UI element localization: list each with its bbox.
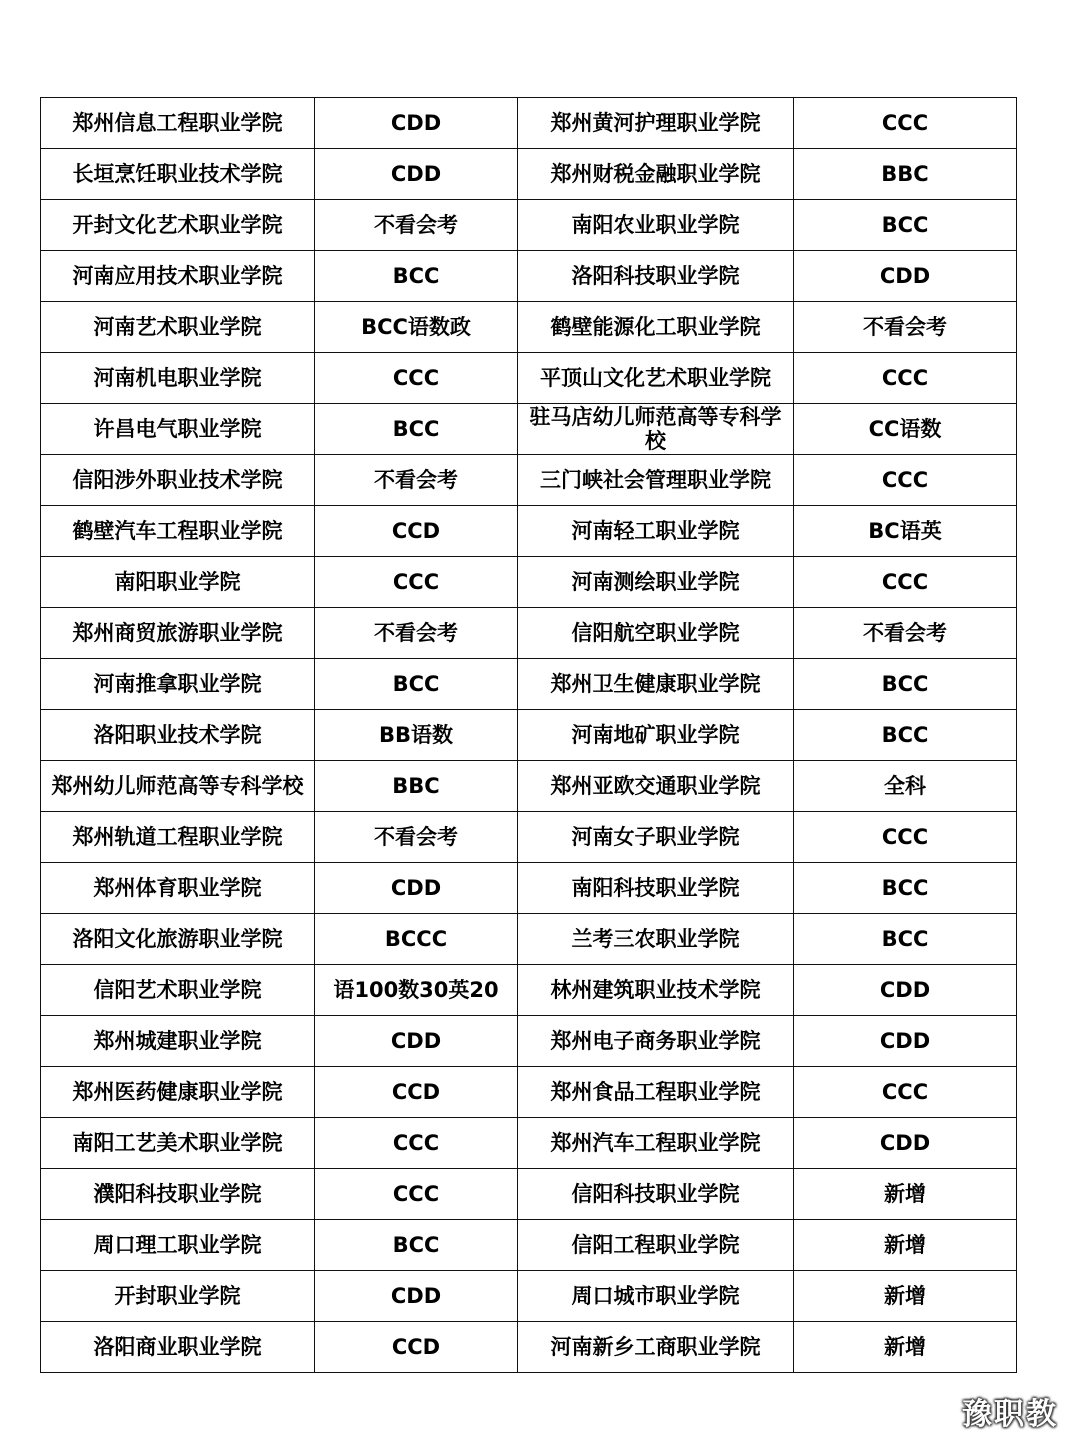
- school-name-cell: 周口理工职业学院: [41, 1220, 315, 1271]
- table-row: [41, 812, 1017, 863]
- requirement-cell: CCC: [794, 98, 1017, 149]
- requirement-cell: CDD: [794, 251, 1017, 302]
- requirement-cell: 不看会考: [315, 200, 518, 251]
- requirement-cell: BB语数: [315, 710, 518, 761]
- school-requirements-table-container: [40, 97, 1016, 1373]
- school-name-cell: 许昌电气职业学院: [41, 404, 315, 455]
- school-name-cell: 信阳工程职业学院: [518, 1220, 794, 1271]
- table-row: [41, 710, 1017, 761]
- table-row: [41, 302, 1017, 353]
- school-name-cell: 信阳艺术职业学院: [41, 965, 315, 1016]
- requirement-cell: CCC: [794, 1067, 1017, 1118]
- requirement-cell: CCC: [794, 353, 1017, 404]
- requirement-cell: CCC: [315, 557, 518, 608]
- school-name-cell: 南阳工艺美术职业学院: [41, 1118, 315, 1169]
- table-row: [41, 608, 1017, 659]
- requirement-cell: CDD: [315, 863, 518, 914]
- school-name-cell: 洛阳商业职业学院: [41, 1322, 315, 1373]
- school-name-cell: 洛阳科技职业学院: [518, 251, 794, 302]
- requirement-cell: BCCC: [315, 914, 518, 965]
- requirement-cell: 不看会考: [315, 812, 518, 863]
- school-name-cell: 兰考三农职业学院: [518, 914, 794, 965]
- school-name-cell: 郑州黄河护理职业学院: [518, 98, 794, 149]
- school-name-cell: 河南地矿职业学院: [518, 710, 794, 761]
- table-row: [41, 761, 1017, 812]
- school-name-cell: 河南推拿职业学院: [41, 659, 315, 710]
- requirement-cell: BC语英: [794, 506, 1017, 557]
- requirement-cell: CDD: [315, 1271, 518, 1322]
- table-row: [41, 1271, 1017, 1322]
- school-name-cell: 郑州体育职业学院: [41, 863, 315, 914]
- table-row: [41, 914, 1017, 965]
- watermark-logo: 豫职教: [962, 1397, 1058, 1432]
- school-name-cell: 林州建筑职业技术学院: [518, 965, 794, 1016]
- requirement-cell: BCC: [315, 251, 518, 302]
- school-name-cell: 信阳涉外职业技术学院: [41, 455, 315, 506]
- table-row: [41, 404, 1017, 455]
- requirement-cell: 语100数30英20: [315, 965, 518, 1016]
- requirement-cell: 不看会考: [315, 608, 518, 659]
- requirement-cell: BCC: [315, 1220, 518, 1271]
- requirement-cell: CCC: [315, 1169, 518, 1220]
- school-name-cell: 郑州亚欧交通职业学院: [518, 761, 794, 812]
- table-row: [41, 506, 1017, 557]
- requirement-cell: BBC: [794, 149, 1017, 200]
- table-row: [41, 965, 1017, 1016]
- school-name-cell: 信阳科技职业学院: [518, 1169, 794, 1220]
- school-name-cell: 濮阳科技职业学院: [41, 1169, 315, 1220]
- table-row: [41, 557, 1017, 608]
- requirement-cell: CCC: [794, 455, 1017, 506]
- school-name-cell: 洛阳文化旅游职业学院: [41, 914, 315, 965]
- requirement-cell: BCC: [794, 914, 1017, 965]
- requirement-cell: BCC: [794, 659, 1017, 710]
- requirement-cell: BBC: [315, 761, 518, 812]
- table-row: [41, 863, 1017, 914]
- school-name-cell: 郑州信息工程职业学院: [41, 98, 315, 149]
- requirement-cell: BCC: [794, 200, 1017, 251]
- school-name-cell: 河南女子职业学院: [518, 812, 794, 863]
- table-row: [41, 353, 1017, 404]
- school-name-cell: 河南轻工职业学院: [518, 506, 794, 557]
- table-row: [41, 251, 1017, 302]
- requirement-cell: BCC: [315, 659, 518, 710]
- school-name-cell: 南阳农业职业学院: [518, 200, 794, 251]
- table-row: [41, 1169, 1017, 1220]
- school-name-cell: 郑州汽车工程职业学院: [518, 1118, 794, 1169]
- school-name-cell: 驻马店幼儿师范高等专科学校: [518, 404, 794, 455]
- requirement-cell: BCC: [794, 863, 1017, 914]
- requirement-cell: CCD: [315, 506, 518, 557]
- requirement-cell: BCC: [794, 710, 1017, 761]
- school-name-cell: 河南应用技术职业学院: [41, 251, 315, 302]
- school-name-cell: 郑州卫生健康职业学院: [518, 659, 794, 710]
- requirement-cell: 新增: [794, 1322, 1017, 1373]
- school-name-cell: 鹤壁能源化工职业学院: [518, 302, 794, 353]
- requirement-cell: 不看会考: [794, 608, 1017, 659]
- requirement-cell: CCC: [315, 1118, 518, 1169]
- table-row: [41, 1220, 1017, 1271]
- requirement-cell: CDD: [794, 1016, 1017, 1067]
- table-row: [41, 200, 1017, 251]
- requirement-cell: CCD: [315, 1322, 518, 1373]
- table-row: [41, 659, 1017, 710]
- requirement-cell: BCC语数政: [315, 302, 518, 353]
- requirement-cell: CDD: [794, 965, 1017, 1016]
- school-name-cell: 开封职业学院: [41, 1271, 315, 1322]
- school-name-cell: 平顶山文化艺术职业学院: [518, 353, 794, 404]
- school-name-cell: 三门峡社会管理职业学院: [518, 455, 794, 506]
- requirement-cell: CDD: [794, 1118, 1017, 1169]
- table-row: [41, 1016, 1017, 1067]
- table-row: [41, 98, 1017, 149]
- requirement-cell: CDD: [315, 1016, 518, 1067]
- school-name-cell: 长垣烹饪职业技术学院: [41, 149, 315, 200]
- requirement-cell: 新增: [794, 1220, 1017, 1271]
- school-name-cell: 郑州幼儿师范高等专科学校: [41, 761, 315, 812]
- requirement-cell: CCC: [794, 812, 1017, 863]
- school-name-cell: 河南机电职业学院: [41, 353, 315, 404]
- requirement-cell: BCC: [315, 404, 518, 455]
- requirement-cell: CC语数: [794, 404, 1017, 455]
- school-name-cell: 郑州电子商务职业学院: [518, 1016, 794, 1067]
- school-name-cell: 信阳航空职业学院: [518, 608, 794, 659]
- school-name-cell: 开封文化艺术职业学院: [41, 200, 315, 251]
- school-name-cell: 郑州食品工程职业学院: [518, 1067, 794, 1118]
- table-body: [41, 98, 1017, 1373]
- table-row: [41, 1118, 1017, 1169]
- school-name-cell: 郑州轨道工程职业学院: [41, 812, 315, 863]
- school-name-cell: 河南新乡工商职业学院: [518, 1322, 794, 1373]
- school-requirements-table: [40, 97, 1017, 1373]
- school-name-cell: 鹤壁汽车工程职业学院: [41, 506, 315, 557]
- school-name-cell: 南阳职业学院: [41, 557, 315, 608]
- requirement-cell: 全科: [794, 761, 1017, 812]
- school-name-cell: 周口城市职业学院: [518, 1271, 794, 1322]
- requirement-cell: 新增: [794, 1271, 1017, 1322]
- school-name-cell: 郑州城建职业学院: [41, 1016, 315, 1067]
- school-name-cell: 河南测绘职业学院: [518, 557, 794, 608]
- requirement-cell: CDD: [315, 149, 518, 200]
- requirement-cell: CCD: [315, 1067, 518, 1118]
- school-name-cell: 洛阳职业技术学院: [41, 710, 315, 761]
- school-name-cell: 河南艺术职业学院: [41, 302, 315, 353]
- table-row: [41, 1322, 1017, 1373]
- requirement-cell: 不看会考: [794, 302, 1017, 353]
- table-row: [41, 149, 1017, 200]
- school-name-cell: 南阳科技职业学院: [518, 863, 794, 914]
- requirement-cell: CCC: [315, 353, 518, 404]
- school-name-cell: 郑州财税金融职业学院: [518, 149, 794, 200]
- table-row: [41, 455, 1017, 506]
- school-name-cell: 郑州医药健康职业学院: [41, 1067, 315, 1118]
- requirement-cell: 不看会考: [315, 455, 518, 506]
- requirement-cell: 新增: [794, 1169, 1017, 1220]
- requirement-cell: CDD: [315, 98, 518, 149]
- table-row: [41, 1067, 1017, 1118]
- school-name-cell: 郑州商贸旅游职业学院: [41, 608, 315, 659]
- requirement-cell: CCC: [794, 557, 1017, 608]
